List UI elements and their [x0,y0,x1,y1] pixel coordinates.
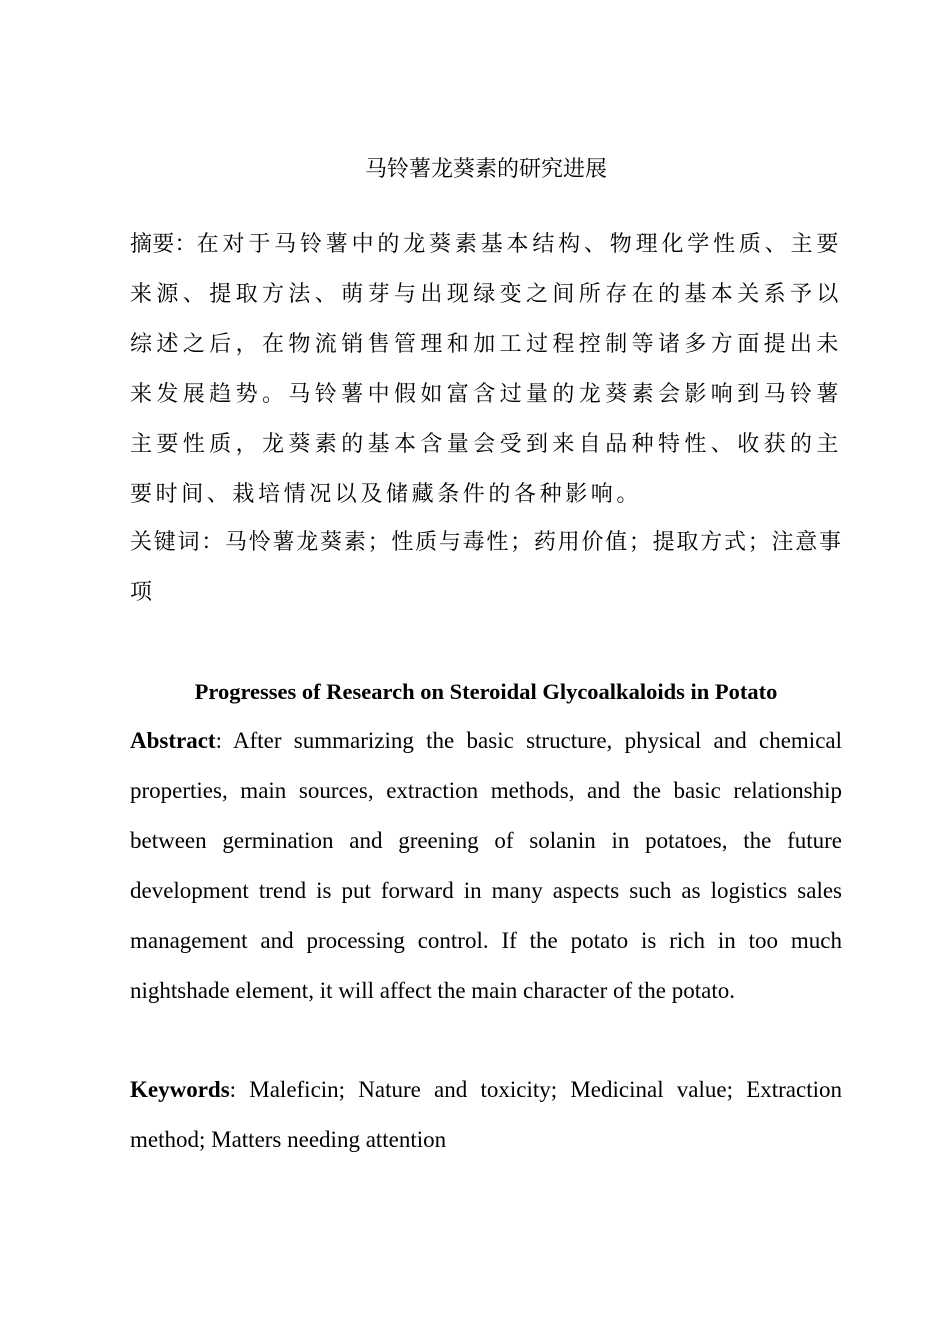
chinese-abstract-text: 在对于马铃薯中的龙葵素基本结构、物理化学性质、主要来源、提取方法、萌芽与出现绿变之间所存在的基本关系予以综述之后，在物流销售管理和加工过程控制等诸多方面提出未来发展趋势。马铃薯中假如富含过量的龙葵素会影响到马铃薯主要性质，龙葵素的基本含量会受到来自品种特性、收获的主要时间、栽培情况以及储藏条件的各种影响。 [130,232,842,507]
english-keywords [130,1065,842,1165]
chinese-keywords-label: 关键词： [130,530,226,555]
chinese-keywords-text: 马怜薯龙葵素；性质与毒性；药用价值；提取方式；注意事项 [130,530,842,605]
english-abstract [130,716,842,1016]
english-keywords-label: Keywords [130,1077,230,1102]
english-abstract-text: : After summarizing the basic structure, physical and chemical properties, main sources, extraction methods, and the basic relationship between germination and greening of solanin in potatoes, the future development trend is put forward in many aspects such as logistics sales management and processing control. If the potato is rich in too much nightshade element, it will affect the main character of the potato. [130,728,842,1003]
chinese-title: 马铃薯龙葵素的研究进展 [364,157,607,182]
english-abstract-label: Abstract [130,728,216,753]
english-keywords-text: : Maleficin; Nature and toxicity; Medicinal value; Extraction method; Matters needing attention [130,1077,842,1152]
chinese-abstract [130,220,842,520]
english-title: Progresses of Research on Steroidal Glycoalkaloids in Potato [194,679,778,704]
chinese-keywords [130,518,842,618]
chinese-abstract-label: 摘要： [130,232,197,257]
